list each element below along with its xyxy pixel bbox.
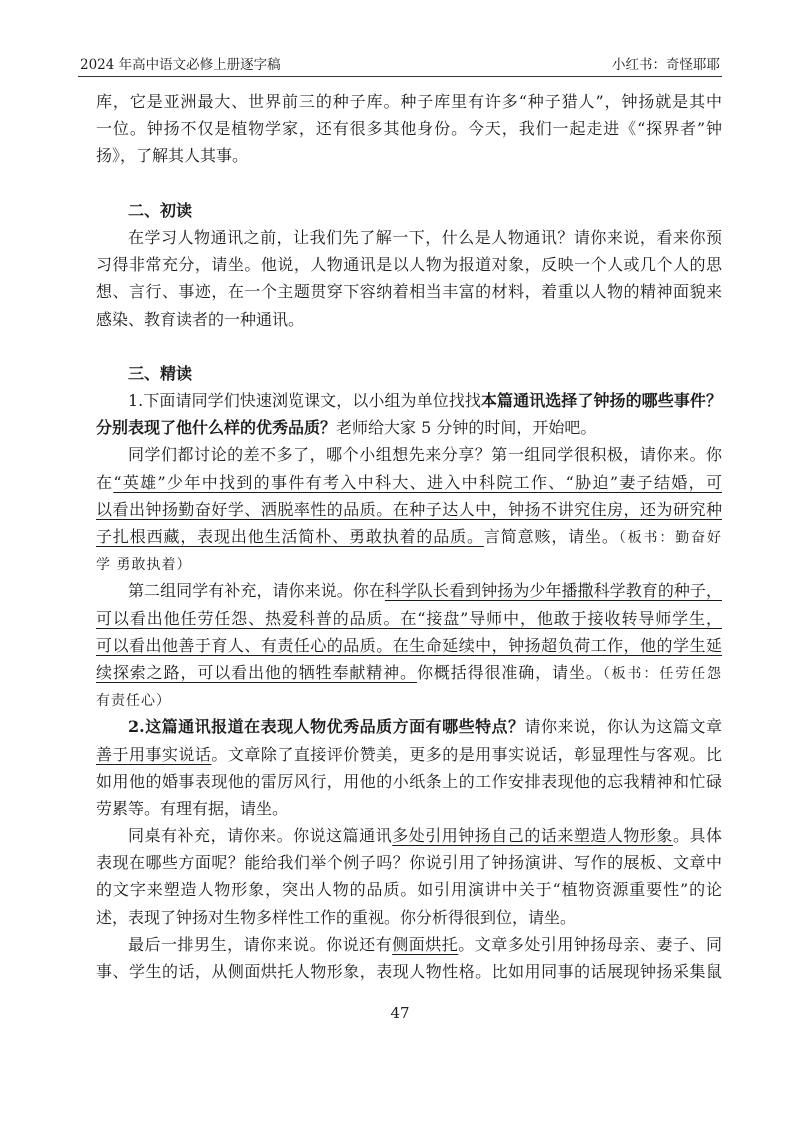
text-line [96,632,722,659]
text-line [96,958,722,985]
text-line [96,577,722,604]
text-run: 一位。钟扬不仅是植物学家，还有很多其他身份。今天，我们一起走进《“探界者”钟 [96,119,722,139]
text-run: 你概括得很准确，请坐。 [416,662,603,682]
text-line [96,306,722,333]
text-line [96,605,722,632]
text-run: 。具体 [672,826,722,846]
text-line [96,142,722,169]
text-line [96,550,722,577]
bold-text: 本篇通讯选择了钟扬的哪些事件？ [480,391,722,411]
text-run: 的文字来塑造人物形象，突出人物的品质。如引用演讲中关于“植物资源重要性”的论 [96,880,722,900]
underlined-text: 续探索之路，可以看出他的牺牲奉献精神。 [96,662,417,682]
text-line [96,713,722,740]
underlined-text: 以看出钟扬勤奋好学、洒脱率性的品质。在种子达人中，钟扬不讲究住房，还为研究种 [96,499,722,519]
paragraph [96,387,722,441]
underlined-text: 侧面烘托 [392,934,459,954]
text-run: 扬》，了解其人其事。 [96,146,249,166]
text-line [96,849,722,876]
text-line [96,278,722,305]
text-line [96,904,722,931]
bold-text: 2.这篇通讯报道在表现人物优秀品质方面有哪些特点？ [128,717,525,737]
text-line [96,822,722,849]
text-run: 同学们都讨论的差不多了，哪个小组想先来分享？第一组同学很积极，请你来。你 [128,445,722,465]
text-line [96,659,722,686]
blackboard-note: 有责任心） [96,693,171,710]
paragraph [96,931,722,985]
text-line [96,387,722,414]
header-author: 小红书：奇怪耶耶 [612,57,720,73]
paragraph [96,822,722,931]
blackboard-note: （板书：勤奋好 [618,530,722,546]
underlined-text: “英雄”少年中找到的事件有考入中科大、进入中科院工作、“胁迫”妻子结婚，可 [113,472,722,492]
underlined-text: 善于用事实说话 [96,744,212,764]
text-line [96,741,722,768]
header-title: 2024 年高中语文必修上册逐字稿 [80,57,281,73]
text-line [96,523,722,550]
blackboard-note: （板书：任劳任怨 [602,665,722,682]
page-body [96,88,722,985]
text-run: 在 [96,472,114,492]
underlined-text: 可以看出他任劳任怨、热爱科普的品质。在“接盘”导师中，他敢于接收转导师学生， [96,608,722,628]
text-run: 述，表现了钟扬对生物多样性工作的重视。你分析得很到位，请坐。 [96,907,577,927]
text-run: 请你来说，你认为这篇文章 [524,717,722,737]
text-run: 第二组同学有补充，请你来说。你在 [128,581,385,601]
text-line [96,686,722,713]
text-run: 感染、教育读者的一种通讯。 [96,309,305,329]
text-line [96,414,722,441]
text-run: 最后一排男生，请你来说。你说还有 [128,934,393,954]
section-heading [96,360,722,387]
section-heading [96,197,722,224]
text-line [96,496,722,523]
page-number: 47 [390,1004,410,1022]
underlined-text: 子扎根西藏，表现出他生活简朴、勇敢执着的品质。 [96,527,484,546]
text-line [96,251,722,278]
section-heading-text: 二、初读 [128,200,193,220]
paragraph [96,441,722,577]
text-run: 事、学生的话，从侧面烘托人物形象，表现人物性格。比如用同事的话展现钟扬采集鼠 [96,962,722,981]
text-run: 1.下面请同学们快速浏览课文，以小组为单位找找 [128,391,481,411]
text-run: 想、言行、事迹，在一个主题贯穿下容纳着相当丰富的材料，着重以人物的精神面貌来 [96,282,722,302]
blackboard-note: 学 勇敢执着） [96,557,192,574]
text-line [96,224,722,251]
paragraph-gap [96,170,722,197]
text-run: 言简意赅，请坐。 [483,527,619,546]
bold-text: 分别表现了他什么样的优秀品质？ [96,418,337,438]
text-run: 。文章除了直接评价赞美，更多的是用事实说话，彰显理性与客观。比 [211,744,722,764]
underlined-text: 可以看出他善于育人、有责任心的品质。在生命延续中，钟扬超负荷工作，他的学生延 [96,635,722,655]
paragraph-gap [96,333,722,360]
running-header [78,55,722,77]
text-run: 表现在哪些方面呢？能给我们举个例子吗？你说引用了钟扬演讲、写作的展板、文章中 [96,853,722,873]
section-heading-text: 三、精读 [128,363,193,383]
text-run: 老师给大家 5 分钟的时间，开始吧。 [336,418,597,438]
text-run: 库，它是亚洲最大、世界前三的种子库。种子库里有许多“种子猎人”，钟扬就是其中 [96,92,722,111]
text-run: 在学习人物通讯之前，让我们先了解一下，什么是人物通讯？请你来说，看来你预 [128,227,722,247]
text-line [96,768,722,795]
paragraph [96,88,722,170]
text-line [96,441,722,468]
text-run: 。文章多处引用钟扬母亲、妻子、同 [458,934,722,954]
text-line [96,115,722,142]
underlined-text: 多处引用钟扬自己的话来塑造人物形象 [392,826,673,846]
text-run: 同桌有补充，请你来。你说这篇通讯 [128,826,393,846]
paragraph [96,713,722,822]
paragraph [96,577,722,713]
text-line [96,88,722,115]
text-line [96,931,722,958]
text-line [96,876,722,903]
text-run: 习得非常充分，请坐。他说，人物通讯是以人物为报道对象，反映一个人或几个人的思 [96,255,722,275]
paragraph [96,224,722,333]
text-line [96,795,722,822]
text-run: 劳累等。有理有据，请坐。 [96,798,289,818]
underlined-text: 科学队长看到钟扬为少年播撒科学教育的种子， [384,581,722,601]
text-run: 如用他的婚事表现他的雷厉风行，用他的小纸条上的工作安排表现他的忘我精神和忙碌 [96,771,722,791]
text-line [96,469,722,496]
